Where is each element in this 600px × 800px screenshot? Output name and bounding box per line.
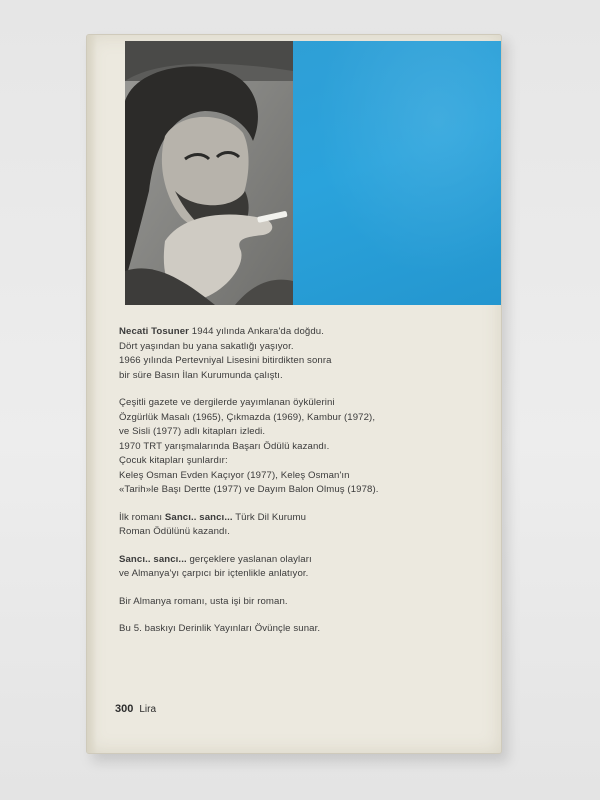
- award-paragraph: [119, 511, 479, 540]
- award-suffix: Türk Dil Kurumu: [232, 511, 307, 523]
- novel-title: Sancı.. sancı...: [119, 553, 187, 565]
- award-line-2: Roman Ödülünü kazandı.: [119, 526, 230, 537]
- works-line-7: «Tarih»le Başı Dertte (1977) ve Dayım Balon Olmuş (1978).: [119, 484, 379, 495]
- author-photo-illustration: [125, 41, 293, 305]
- book-back-cover: [86, 34, 502, 754]
- novel-paragraph: [119, 553, 479, 582]
- blue-color-panel: [293, 41, 501, 305]
- works-line-4: 1970 TRT yarışmalarında Başarı Ödülü kazandı.: [119, 440, 330, 452]
- spine-wear: [87, 35, 97, 753]
- works-paragraph: [119, 396, 479, 498]
- novel-line-1: [119, 553, 479, 568]
- tagline: Bir Almanya romanı, usta işi bir roman.: [119, 595, 288, 607]
- works-line-3: ve Sisli (1977) adlı kitapları izledi.: [119, 426, 266, 437]
- award-prefix: İlk romanı: [119, 511, 165, 523]
- works-line-2: Özgürlük Masalı (1965), Çıkmazda (1969), Kambur (1972),: [119, 411, 376, 423]
- author-photo: [125, 41, 293, 305]
- bio-line-1-text: 1944 yılında Ankara'da doğdu.: [189, 326, 324, 337]
- price-label: [115, 703, 156, 715]
- award-novel-title: Sancı.. sancı...: [164, 511, 233, 523]
- blurb-text: [119, 325, 479, 650]
- works-line-6: Keleş Osman Evden Kaçıyor (1977), Keleş Osman'ın: [119, 469, 350, 481]
- bio-line-3: 1966 yılında Pertevniyal Lisesini bitirdikten sonra: [119, 355, 332, 366]
- award-line-1: [119, 511, 479, 526]
- bio-line-1: [119, 325, 479, 340]
- novel-line-2: ve Almanya'yı çarpıcı bir içtenlikle anlatıyor.: [119, 568, 309, 579]
- publisher-note: Bu 5. baskıyı Derinlik Yayınları Övünçle sunar.: [119, 623, 321, 634]
- biography-paragraph: [119, 325, 479, 383]
- bio-line-4: bir süre Basın İlan Kurumunda çalıştı.: [119, 369, 283, 381]
- works-line-1: Çeşitli gazete ve dergilerde yayımlanan öykülerini: [119, 397, 335, 408]
- price-amount: 300: [115, 703, 134, 715]
- author-name: Necati Tosuner: [119, 326, 189, 337]
- works-line-5: Çocuk kitapları şunlardır:: [119, 455, 228, 466]
- bio-line-2: Dört yaşından bu yana sakatlığı yaşıyor.: [119, 340, 294, 352]
- price-currency: Lira: [139, 704, 157, 715]
- novel-line-1-text: gerçeklere yaslanan olayları: [186, 553, 312, 565]
